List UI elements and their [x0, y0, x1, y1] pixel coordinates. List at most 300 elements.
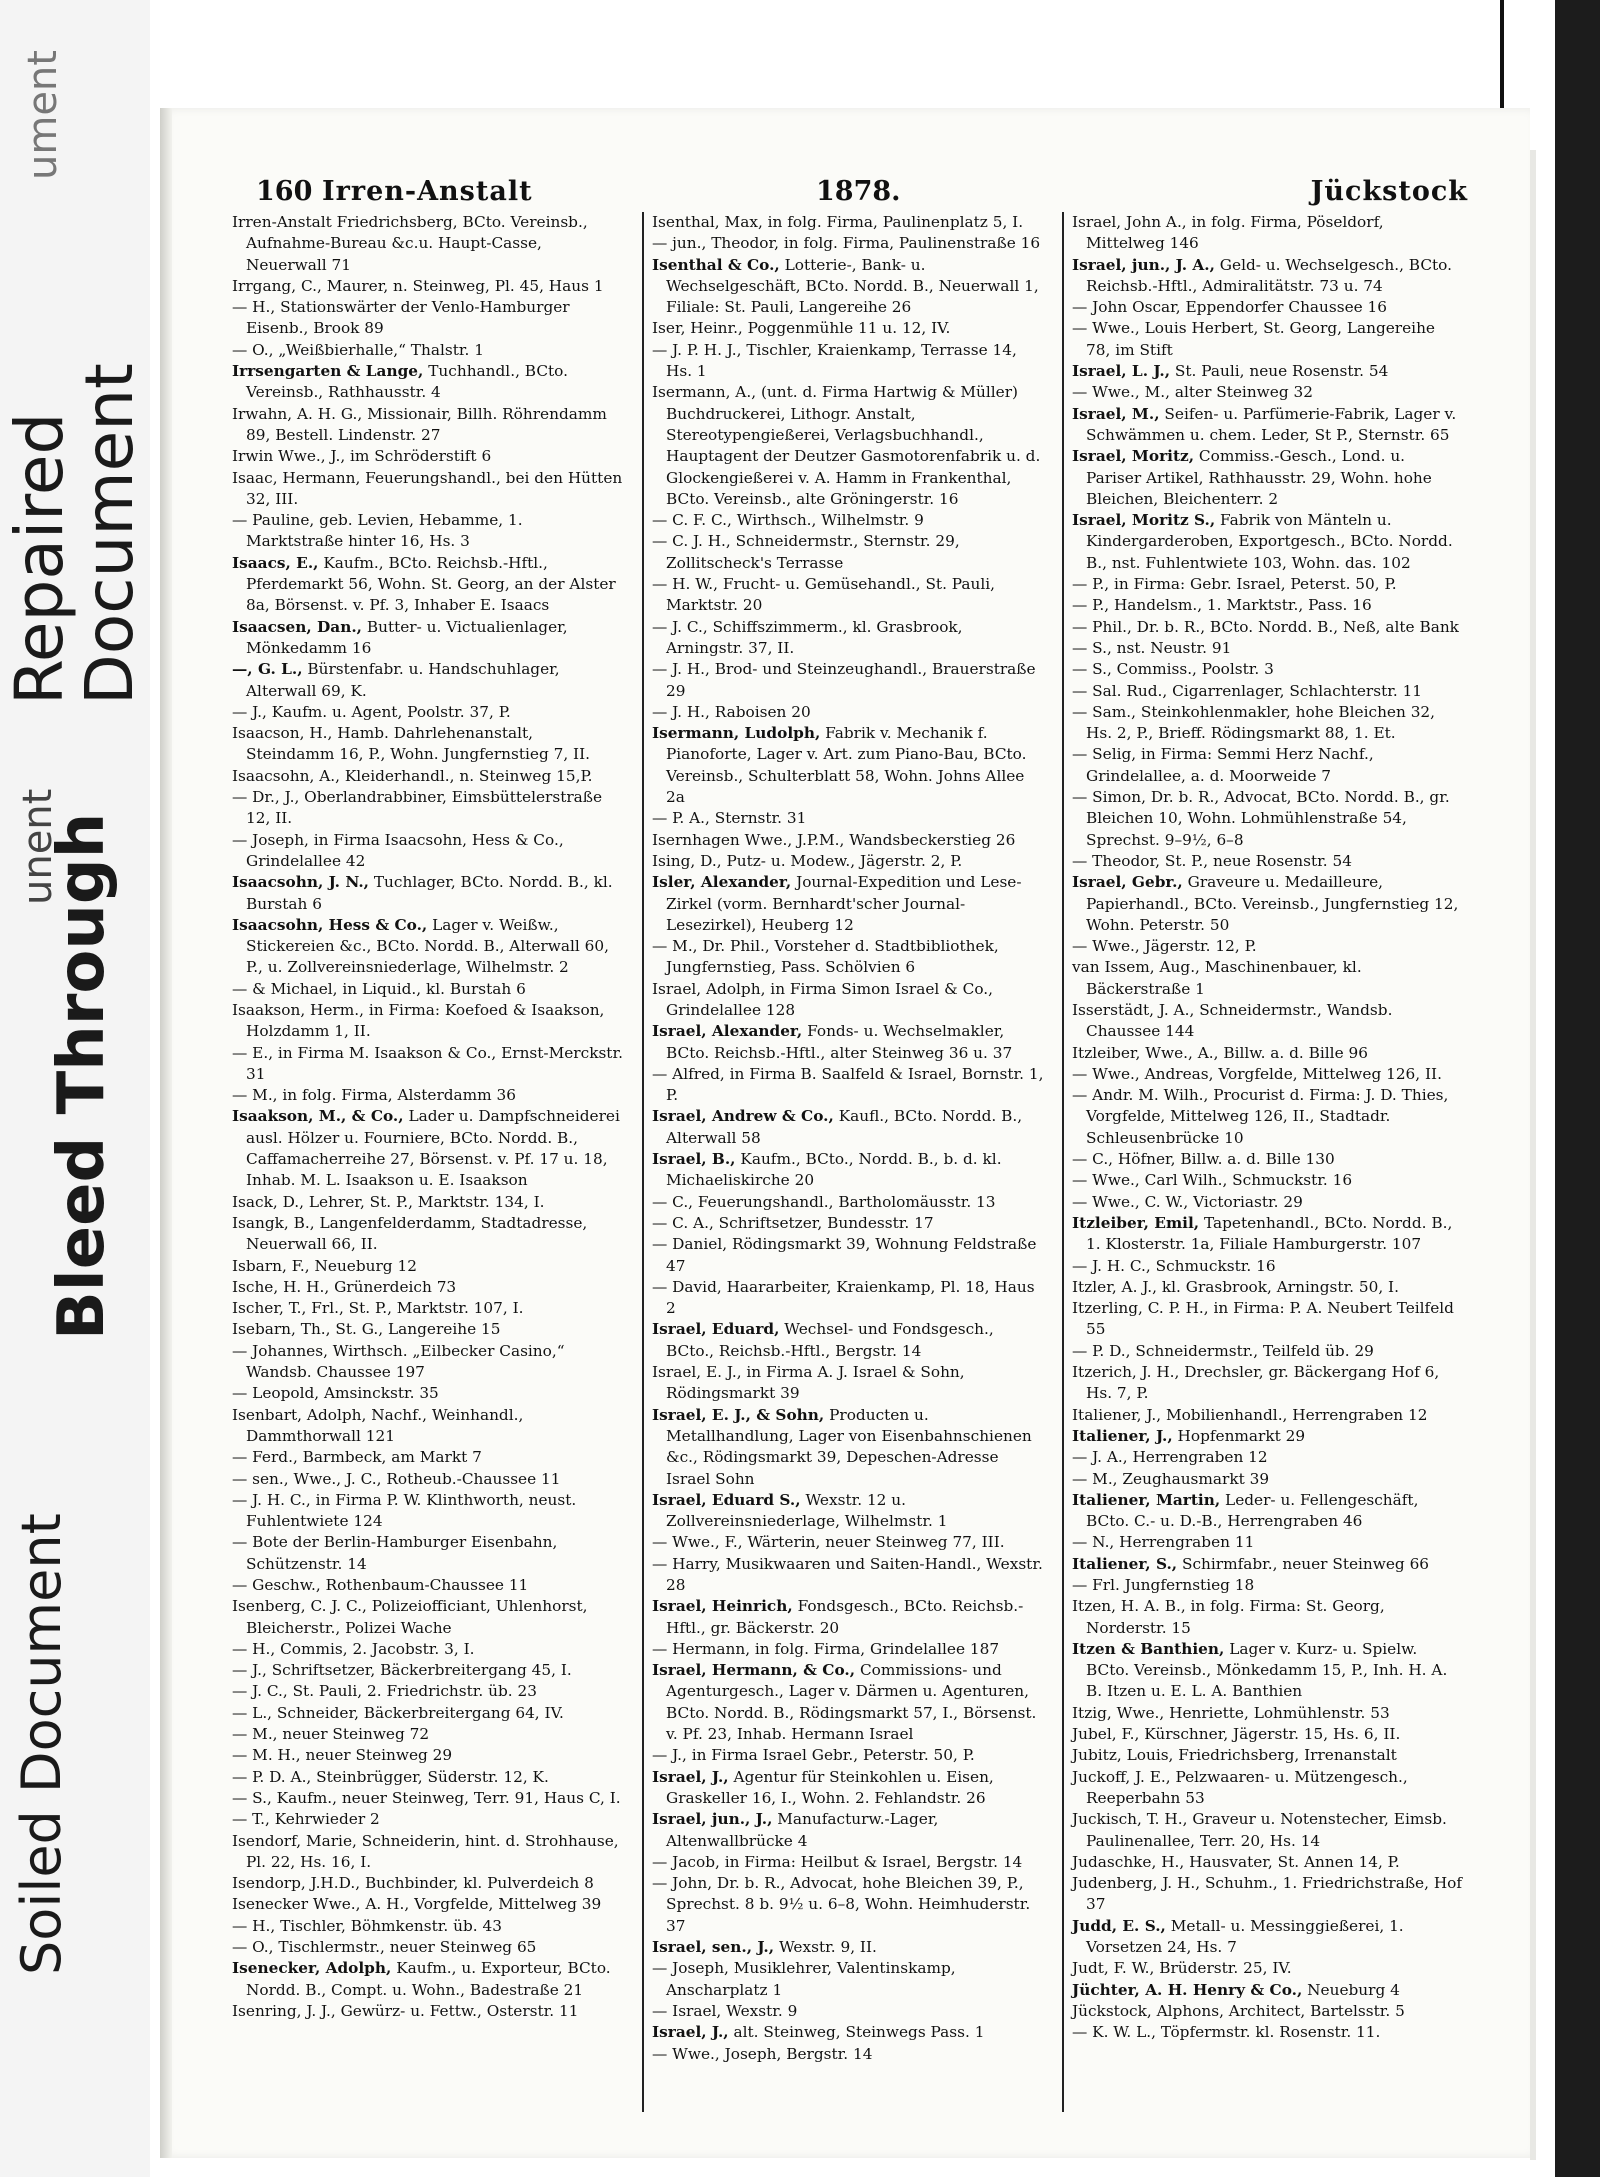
entry-text: Neueburg 4: [1307, 1980, 1400, 1999]
directory-entry: [1072, 1447, 1464, 1468]
entry-text: — Wwe., Jägerstr. 12, P.: [1072, 937, 1257, 956]
directory-entry: [232, 1213, 624, 1256]
entry-text: — jun., Theodor, in folg. Firma, Paulinenstraße 16: [652, 234, 1041, 253]
directory-entry: [232, 617, 624, 660]
directory-entry: [1072, 617, 1464, 638]
directory-entry: [1072, 382, 1464, 403]
entry-text: Ising, D., Putz- u. Modew., Jägerstr. 2, P.: [652, 851, 963, 870]
crop-line-right-inner: [1530, 150, 1536, 2160]
entry-text: — Wwe., C. W., Victoriastr. 29: [1072, 1192, 1303, 1211]
entry-text: — Pauline, geb. Levien, Hebamme, 1. Marktstraße hinter 16, Hs. 3: [232, 511, 523, 551]
entry-bold-name: Israel, M.,: [1072, 404, 1160, 423]
directory-entry: [232, 659, 624, 702]
entry-bold-name: Israel, Moritz,: [1072, 447, 1195, 466]
entry-text: Agentur für Steinkohlen u. Eisen, Graskeller 16, I., Wohn. 2. Fehlandstr. 26: [666, 1767, 994, 1807]
entry-text: Isaakson, Herm., in Firma: Koefoed & Isaakson, Holzdamm 1, II.: [232, 1000, 605, 1041]
entry-bold-name: Jüchter, A. H. Henry & Co.,: [1072, 1980, 1303, 1999]
directory-entry: [232, 1660, 624, 1681]
stamp-bleed-through: Bleed Through: [45, 812, 119, 1340]
directory-entry: [652, 1192, 1044, 1213]
directory-entry: [1072, 1596, 1464, 1639]
directory-column-3: [1072, 212, 1464, 2044]
entry-text: Judenberg, J. H., Schuhm., 1. Friedrichstraße, Hof 37: [1072, 1874, 1463, 1914]
directory-entry: [652, 1745, 1044, 1766]
entry-text: — T., Kehrwieder 2: [232, 1810, 380, 1829]
entry-text: — H., Stationswärter der Venlo-Hamburger Eisenb., Brook 89: [232, 298, 570, 338]
entry-text: — E., in Firma M. Isaakson & Co., Ernst-Merckstr. 31: [232, 1043, 623, 1083]
entry-bold-name: Israel, Alexander,: [652, 1022, 803, 1041]
directory-entry: [232, 1341, 624, 1384]
entry-text: alt. Steinweg, Steinwegs Pass. 1: [733, 2023, 985, 2042]
entry-text: Tapetenhandl., BCto. Nordd. B., 1. Klosterstr. 1a, Filiale Hamburgerstr. 107: [1086, 1213, 1453, 1254]
crop-line-top: [1500, 0, 1504, 110]
entry-text: St. Pauli, neue Rosenstr. 54: [1174, 362, 1389, 381]
entry-text: Lager v. Kurz- u. Spielw. BCto. Vereinsb., Mönkedamm 15, P., Inh. H. A. B. Itzen u. E. L. A. Banthien: [1086, 1639, 1448, 1701]
entry-text: — P., Handelsm., 1. Marktstr., Pass. 16: [1072, 596, 1372, 615]
entry-text: Wechsel- und Fondsgesch., BCto., Reichsb.-Hftl., Bergstr. 14: [666, 1320, 994, 1360]
entry-text: — Andr. M. Wilh., Procurist d. Firma: J. D. Thies, Vorgfelde, Mittelweg 126, II., Stadtadr. Schleusenbrücke 10: [1072, 1086, 1449, 1147]
entry-text: Irwin Wwe., J., im Schröderstift 6: [232, 447, 492, 466]
directory-entry: [1072, 1703, 1464, 1724]
directory-entry: [1072, 1639, 1464, 1703]
entry-text: — Wwe., Joseph, Bergstr. 14: [652, 2044, 873, 2063]
entry-text: Ischer, T., Frl., St. P., Marktstr. 107, I.: [232, 1299, 524, 1318]
directory-entry: [232, 1405, 624, 1448]
directory-entry: [652, 851, 1044, 872]
directory-entry: [652, 1064, 1044, 1107]
directory-entry: [232, 1958, 624, 2001]
entry-bold-name: Isenthal & Co.,: [652, 255, 780, 274]
stamp-soiled-document: Soiled Document: [10, 1513, 73, 1975]
entry-text: — Dr., J., Oberlandrabbiner, Eimsbüttelerstraße 12, II.: [232, 788, 603, 828]
entry-text: Isendorf, Marie, Schneiderin, hint. d. Strohhause, Pl. 22, Hs. 16, I.: [232, 1831, 619, 1871]
directory-entry: [232, 1532, 624, 1575]
directory-entry: [232, 830, 624, 873]
entry-text: Isenring, J. J., Gewürz- u. Fettw., Osterstr. 11: [232, 2001, 579, 2020]
directory-entry: [232, 404, 624, 447]
crop-line-right: [1555, 0, 1600, 2177]
header-year: 1878.: [816, 176, 901, 207]
directory-entry: [232, 979, 624, 1000]
entry-text: Fabrik v. Mechanik f. Pianoforte, Lager v. Art. zum Piano-Bau, BCto. Vereinsb., Schulterblatt 58, Wohn. Johns Allee 2a: [666, 724, 1027, 807]
directory-entry: [232, 1106, 624, 1191]
directory-entry: [232, 915, 624, 979]
directory-entry: [1072, 1064, 1464, 1085]
entry-text: Juckisch, T. H., Graveur u. Notenstecher, Eimsb. Paulinenallee, Terr. 20, Hs. 14: [1072, 1810, 1447, 1850]
entry-text: Judt, F. W., Brüderstr. 25, IV.: [1072, 1959, 1292, 1978]
directory-entry: [652, 659, 1044, 702]
directory-entry: [652, 1873, 1044, 1937]
entry-bold-name: Israel, J.,: [652, 2023, 729, 2042]
directory-entry: [1072, 595, 1464, 616]
directory-entry: [1072, 659, 1464, 680]
entry-text: — Johannes, Wirthsch. „Eilbecker Casino,“ Wandsb. Chaussee 197: [232, 1341, 565, 1382]
directory-entry: [1072, 1575, 1464, 1596]
directory-entry: [1072, 1000, 1464, 1043]
entry-text: Iser, Heinr., Poggenmühle 11 u. 12, IV.: [652, 319, 951, 338]
directory-entry: [232, 1788, 624, 1809]
directory-entry: [1072, 1490, 1464, 1533]
directory-entry: [232, 1681, 624, 1702]
directory-entry: [1072, 1532, 1464, 1553]
entry-text: — Wwe., Louis Herbert, St. Georg, Langereihe 78, im Stift: [1072, 319, 1435, 359]
directory-entry: [232, 1575, 624, 1596]
directory-entry: [1072, 1192, 1464, 1213]
directory-entry: [1072, 744, 1464, 787]
entry-text: — David, Haararbeiter, Kraienkamp, Pl. 18, Haus 2: [652, 1277, 1035, 1318]
entry-text: — S., Kaufm., neuer Steinweg, Terr. 91, Haus C, I.: [232, 1788, 621, 1807]
entry-text: — John, Dr. b. R., Advocat, hohe Bleichen 39, P., Sprechst. 8 b. 9½ u. 6–8, Wohn. Heimhuderstr. 37: [652, 1874, 1031, 1935]
directory-entry: [652, 979, 1044, 1022]
entry-text: — J. H. C., Schmuckstr. 16: [1072, 1256, 1276, 1275]
directory-entry: [652, 1106, 1044, 1149]
directory-entry: [652, 1319, 1044, 1362]
entry-text: — J., Schriftsetzer, Bäckerbreitergang 45, I.: [232, 1661, 572, 1680]
directory-entry: [232, 1383, 624, 1404]
directory-entry: [232, 1277, 624, 1298]
entry-text: — Phil., Dr. b. R., BCto. Nordd. B., Neß, alte Bank: [1072, 617, 1459, 636]
entry-text: — J. H., Brod- und Steinzeughandl., Brauerstraße 29: [652, 660, 1036, 700]
directory-entry: [652, 2044, 1044, 2065]
entry-text: — J., Kaufm. u. Agent, Poolstr. 37, P.: [232, 702, 511, 721]
stamp-repaired-line2: Document: [71, 363, 148, 705]
directory-entry: [652, 1405, 1044, 1490]
directory-entry: [232, 553, 624, 617]
directory-entry: [232, 1809, 624, 1830]
entry-bold-name: Isermann, Ludolph,: [652, 724, 821, 743]
entry-text: Isendorp, J.H.D., Buchbinder, kl. Pulverdeich 8: [232, 1874, 594, 1893]
directory-entry: [1072, 1277, 1464, 1298]
directory-entry: [232, 340, 624, 361]
entry-text: — C. A., Schriftsetzer, Bundesstr. 17: [652, 1213, 934, 1232]
entry-bold-name: Judd, E. S.,: [1072, 1916, 1166, 1935]
entry-bold-name: Israel, E. J., & Sohn,: [652, 1405, 825, 1424]
entry-text: — Wwe., F., Wärterin, neuer Steinweg 77, III.: [652, 1533, 1005, 1552]
directory-entry: [232, 1000, 624, 1043]
directory-column-1: [232, 212, 624, 2022]
directory-entry: [232, 1916, 624, 1937]
entry-text: — Selig, in Firma: Semmi Herz Nachf., Grindelallee, a. d. Moorweide 7: [1072, 745, 1374, 785]
directory-entry: [652, 1639, 1044, 1660]
directory-entry: [232, 1447, 624, 1468]
directory-entry: [1072, 872, 1464, 936]
entry-text: — J. C., Schiffszimmerm., kl. Grasbrook, Arningstr. 37, II.: [652, 617, 963, 657]
entry-text: Lotterie-, Bank- u. Wechselgeschäft, BCto. Nordd. B., Neuerwall 1, Filiale: St. Pauli, Langereihe 26: [666, 255, 1039, 317]
entry-text: Lager v. Weißw., Stickereien &c., BCto. Nordd. B., Alterwall 60, P., u. Zollvereinsniederlage, Wilhelmstr. 2: [246, 915, 609, 977]
entry-text: Israel, John A., in folg. Firma, Pöseldorf, Mittelweg 146: [1072, 213, 1384, 253]
directory-entry: [232, 1490, 624, 1533]
stamp-partial-mid: unent: [15, 788, 61, 905]
directory-entry: [1072, 1170, 1464, 1191]
directory-entry: [1072, 404, 1464, 447]
entry-text: — N., Herrengraben 11: [1072, 1533, 1255, 1552]
page-binding-edge: [160, 108, 172, 2158]
directory-entry: [232, 1469, 624, 1490]
column-rule: [1062, 212, 1064, 2112]
directory-entry: [652, 1532, 1044, 1553]
entry-text: — M., neuer Steinweg 72: [232, 1725, 430, 1744]
entry-text: — Wwe., Carl Wilh., Schmuckstr. 16: [1072, 1171, 1353, 1190]
directory-entry: [652, 1958, 1044, 2001]
entry-text: Itzerling, C. P. H., in Firma: P. A. Neubert Teilfeld 55: [1072, 1299, 1454, 1339]
entry-bold-name: Isaacs, E.,: [232, 553, 319, 572]
directory-entry: [652, 233, 1044, 254]
directory-entry: [652, 531, 1044, 574]
entry-text: — H., Tischler, Böhmkenstr. üb. 43: [232, 1916, 502, 1935]
entry-text: — P. A., Sternstr. 31: [652, 809, 807, 828]
entry-text: Fondsgesch., BCto. Reichsb.-Hftl., gr. Bäckerstr. 20: [666, 1597, 1024, 1637]
entry-text: — Leopold, Amsinckstr. 35: [232, 1384, 439, 1403]
entry-text: Kaufm., u. Exporteur, BCto. Nordd. B., Compt. u. Wohn., Badestraße 21: [246, 1959, 611, 1999]
entry-text: Isserstädt, J. A., Schneidermstr., Wandsb. Chaussee 144: [1072, 1000, 1393, 1041]
entry-bold-name: Israel, Gebr.,: [1072, 873, 1183, 892]
entry-text: Isaac, Hermann, Feuerungshandl., bei den Hütten 32, III.: [232, 468, 623, 508]
entry-bold-name: Israel, Eduard,: [652, 1320, 780, 1339]
directory-entry: [652, 1213, 1044, 1234]
entry-bold-name: Israel, B.,: [652, 1150, 736, 1169]
entry-text: — C., Feuerungshandl., Bartholomäusstr. 13: [652, 1192, 996, 1211]
directory-entry: [232, 1894, 624, 1915]
directory-entry: [1072, 1745, 1464, 1766]
entry-text: Juckoff, J. E., Pelzwaaren- u. Mützengesch., Reeperbahn 53: [1072, 1767, 1408, 1807]
directory-entry: [1072, 1873, 1464, 1916]
directory-entry: [652, 340, 1044, 383]
entry-bold-name: Isaacsohn, Hess & Co.,: [232, 915, 428, 934]
directory-entry: [232, 1192, 624, 1213]
directory-entry: [652, 936, 1044, 979]
entry-bold-name: Israel, Eduard S.,: [652, 1490, 801, 1509]
entry-text: Graveure u. Medailleure, Papierhandl., BCto. Vereinsb., Jungfernstieg 12, Wohn. Peterstr. 50: [1086, 873, 1459, 934]
directory-entry: [1072, 957, 1464, 1000]
directory-entry: [232, 787, 624, 830]
entry-text: — S., nst. Neustr. 91: [1072, 638, 1232, 657]
directory-entry: [652, 830, 1044, 851]
entry-text: Fonds- u. Wechselmakler, BCto. Reichsb.-Hftl., alter Steinweg 36 u. 37: [666, 1022, 1013, 1062]
directory-entry: [652, 1554, 1044, 1597]
entry-text: — Wwe., M., alter Steinweg 32: [1072, 383, 1313, 402]
directory-entry: [232, 702, 624, 723]
entry-text: — M., Zeughausmarkt 39: [1072, 1469, 1270, 1488]
entry-text: — P. D., Schneidermstr., Teilfeld üb. 29: [1072, 1341, 1374, 1360]
directory-entry: [232, 1596, 624, 1639]
directory-entry: [232, 1831, 624, 1874]
entry-text: — sen., Wwe., J. C., Rotheub.-Chaussee 11: [232, 1469, 561, 1488]
entry-text: Commiss.-Gesch., Lond. u. Pariser Artikel, Rathhausstr. 29, Wohn. hohe Bleichen, Bleichenterr. 2: [1086, 447, 1432, 508]
entry-text: — O., Tischlermstr., neuer Steinweg 65: [232, 1938, 537, 1957]
directory-entry: [1072, 787, 1464, 851]
entry-text: Isenthal, Max, in folg. Firma, Paulinenplatz 5, I.: [652, 213, 1024, 231]
entry-text: — C. F. C., Wirthsch., Wilhelmstr. 9: [652, 511, 924, 530]
entry-text: — Ferd., Barmbeck, am Markt 7: [232, 1448, 482, 1467]
entry-bold-name: Italiener, J.,: [1072, 1426, 1173, 1445]
directory-entry: [1072, 212, 1464, 255]
directory-entry: [232, 1085, 624, 1106]
directory-entry: [652, 382, 1044, 510]
entry-text: Isenecker Wwe., A. H., Vorgfelde, Mittelweg 39: [232, 1895, 602, 1914]
entry-text: van Issem, Aug., Maschinenbauer, kl. Bäckerstraße 1: [1072, 958, 1362, 998]
entry-text: — Bote der Berlin-Hamburger Eisenbahn, Schützenstr. 14: [232, 1533, 558, 1573]
directory-entry: [1072, 297, 1464, 318]
directory-entry: [1072, 2001, 1464, 2022]
directory-entry: [232, 212, 624, 276]
directory-entry: [1072, 1469, 1464, 1490]
entry-text: Isernhagen Wwe., J.P.M., Wandsbeckerstieg 26: [652, 830, 1016, 849]
entry-text: Jubel, F., Kürschner, Jägerstr. 15, Hs. 6, II.: [1072, 1725, 1401, 1744]
page-header: [256, 176, 1468, 216]
directory-entry: [652, 1149, 1044, 1192]
entry-text: Itzler, A. J., kl. Grasbrook, Arningstr. 50, I.: [1072, 1277, 1399, 1296]
directory-entry: [232, 872, 624, 915]
directory-entry: [1072, 1767, 1464, 1810]
directory-entry: [652, 723, 1044, 808]
directory-entry: [652, 702, 1044, 723]
directory-entry: [652, 1809, 1044, 1852]
directory-entry: [1072, 936, 1464, 957]
directory-entry: [1072, 1256, 1464, 1277]
entry-text: Geld- u. Wechselgesch., BCto. Reichsb.-Hftl., Admiralitätstr. 73 u. 74: [1086, 255, 1452, 295]
scan-label-strip: [0, 0, 150, 2177]
directory-entry: [652, 510, 1044, 531]
directory-entry: [1072, 1852, 1464, 1873]
entry-text: — Joseph, in Firma Isaacsohn, Hess & Co., Grindelallee 42: [232, 830, 564, 870]
directory-entry: [652, 872, 1044, 936]
entry-bold-name: Israel, Heinrich,: [652, 1597, 793, 1616]
entry-bold-name: Italiener, S.,: [1072, 1554, 1178, 1573]
directory-entry: [232, 1767, 624, 1788]
entry-text: Commissions- und Agenturgesch., Lager v. Därmen u. Agenturen, BCto. Nordd. B., Rödingsmarkt 57, I., Börsenst. v. Pf. 23, Inhab. Hermann Israel: [666, 1661, 1037, 1744]
entry-text: — O., „Weißbierhalle,“ Thalstr. 1: [232, 340, 484, 359]
entry-text: — Simon, Dr. b. R., Advocat, BCto. Nordd. B., gr. Bleichen 10, Wohn. Lohmühlenstraße 54, Sprechst. 9–9½, 6–8: [1072, 788, 1450, 849]
directory-entry: [232, 1298, 624, 1319]
entry-text: Kaufm., BCto. Reichsb.-Hftl., Pferdemarkt 56, Wohn. St. Georg, an der Alster 8a, Börsenst. v. Pf. 3, Inhaber E. Isaacs: [246, 553, 616, 615]
directory-entry: [1072, 1980, 1464, 2001]
directory-entry: [1072, 1149, 1464, 1170]
entry-text: Seifen- u. Parfümerie-Fabrik, Lager v. Schwämmen u. chem. Leder, St P., Sternstr. 65: [1086, 404, 1457, 444]
entry-text: — Jacob, in Firma: Heilbut & Israel, Bergstr. 14: [652, 1852, 1023, 1871]
stamp-repaired-document: [1, 363, 148, 705]
header-right-catchword: Jückstock: [1310, 176, 1468, 207]
entry-text: — & Michael, in Liquid., kl. Burstah 6: [232, 979, 526, 998]
entry-bold-name: Israel, Andrew & Co.,: [652, 1107, 834, 1126]
entry-text: Wexstr. 12 u. Zollvereinsniederlage, Wilhelmstr. 1: [666, 1490, 948, 1531]
entry-text: — M., in folg. Firma, Alsterdamm 36: [232, 1086, 517, 1105]
entry-text: — Joseph, Musiklehrer, Valentinskamp, Anscharplatz 1: [652, 1959, 956, 1999]
directory-entry: [1072, 1341, 1464, 1362]
directory-entry: [1072, 1958, 1464, 1979]
directory-entry: [1072, 510, 1464, 574]
entry-text: Isack, D., Lehrer, St. P., Marktstr. 134, I.: [232, 1192, 545, 1211]
entry-text: — J. C., St. Pauli, 2. Friedrichstr. üb. 23: [232, 1682, 537, 1701]
directory-entry: [1072, 1554, 1464, 1575]
entry-text: Isaacson, H., Hamb. Dahrlehenanstalt, Steindamm 16, P., Wohn. Jungfernstieg 7, II.: [232, 724, 591, 764]
entry-text: Manufacturw.-Lager, Altenwallbrücke 4: [666, 1810, 939, 1850]
entry-text: Butter- u. Victualienlager, Mönkedamm 16: [246, 617, 568, 657]
entry-bold-name: Isaacsohn, J. N.,: [232, 873, 369, 892]
directory-entry: [652, 617, 1044, 660]
entry-text: Hopfenmarkt 29: [1177, 1426, 1306, 1445]
entry-text: — C. J. H., Schneidermstr., Sternstr. 29, Zollitscheck's Terrasse: [652, 532, 960, 572]
directory-entry: [1072, 1043, 1464, 1064]
directory-entry: [232, 510, 624, 553]
directory-entry: [232, 1873, 624, 1894]
entry-text: Jückstock, Alphons, Architect, Bartelsstr. 5: [1072, 2001, 1405, 2020]
entry-text: Irren-Anstalt Friedrichsberg, BCto. Vereinsb., Aufnahme-Bureau &c.u. Haupt-Casse, Neuerwall 71: [232, 213, 588, 274]
directory-entry: [652, 1660, 1044, 1745]
directory-entry: [1072, 318, 1464, 361]
entry-bold-name: Italiener, Martin,: [1072, 1490, 1221, 1509]
directory-entry: [1072, 446, 1464, 510]
entry-bold-name: Isaakson, M., & Co.,: [232, 1107, 404, 1126]
entry-bold-name: Isaacsen, Dan.,: [232, 617, 362, 636]
entry-text: — Theodor, St. P., neue Rosenstr. 54: [1072, 851, 1352, 870]
directory-entry: [652, 1937, 1044, 1958]
entry-bold-name: Israel, sen., J.,: [652, 1938, 775, 1957]
entry-bold-name: Itzen & Banthien,: [1072, 1639, 1225, 1658]
entry-text: — Israel, Wexstr. 9: [652, 2001, 798, 2020]
directory-entry: [652, 1362, 1044, 1405]
directory-entry: [652, 1596, 1044, 1639]
directory-entry: [652, 1277, 1044, 1320]
entry-bold-name: Isler, Alexander,: [652, 873, 792, 892]
entry-bold-name: Isenecker, Adolph,: [232, 1959, 392, 1978]
entry-text: Isaacsohn, A., Kleiderhandl., n. Steinweg 15,P.: [232, 766, 593, 785]
entry-text: Fabrik von Mänteln u. Kindergarderoben, Exportgesch., BCto. Nordd. B., nst. Fuhlentwiete 103, Wohn. das. 102: [1086, 511, 1453, 572]
entry-text: Itzleiber, Wwe., A., Billw. a. d. Bille 96: [1072, 1043, 1368, 1062]
entry-text: — Alfred, in Firma B. Saalfeld & Israel, Bornstr. 1, P.: [652, 1064, 1044, 1105]
directory-entry: [1072, 702, 1464, 745]
directory-entry: [232, 446, 624, 467]
directory-entry: [232, 1256, 624, 1277]
entry-text: Judaschke, H., Hausvater, St. Annen 14, P.: [1072, 1852, 1400, 1871]
entry-text: Tuchlager, BCto. Nordd. B., kl. Burstah 6: [246, 873, 613, 913]
entry-text: Kaufm., BCto., Nordd. B., b. d. kl. Michaeliskirche 20: [666, 1150, 1002, 1190]
entry-text: — Frl. Jungfernstieg 18: [1072, 1576, 1255, 1594]
entry-text: Schirmfabr., neuer Steinweg 66: [1181, 1554, 1430, 1573]
entry-text: Italiener, J., Mobilienhandl., Herrengraben 12: [1072, 1405, 1428, 1424]
entry-text: Metall- u. Messinggießerei, 1. Vorsetzen 24, Hs. 7: [1086, 1916, 1404, 1957]
directory-entry: [232, 468, 624, 511]
entry-text: — Sam., Steinkohlenmakler, hohe Bleichen 32, Hs. 2, P., Brieff. Rödingsmarkt 88, 1. Et.: [1072, 702, 1436, 743]
entry-bold-name: Israel, Moritz S.,: [1072, 511, 1216, 530]
directory-entry: [652, 318, 1044, 339]
entry-text: — Geschw., Rothenbaum-Chaussee 11: [232, 1576, 529, 1594]
entry-text: — C., Höfner, Billw. a. d. Bille 130: [1072, 1150, 1335, 1169]
directory-entry: [232, 1745, 624, 1766]
directory-entry: [232, 723, 624, 766]
directory-entry: [652, 1767, 1044, 1810]
entry-text: — J. P. H. J., Tischler, Kraienkamp, Terrasse 14, Hs. 1: [652, 340, 1017, 381]
entry-text: Lader u. Dampfschneiderei ausl. Hölzer u. Fourniere, BCto. Nordd. B., Caffamacherreihe 27, Börsenst. v. Pf. 17 u. 18, Inhab. M. L. Isaakson u. E. Isaakson: [246, 1107, 620, 1190]
entry-text: — L., Schneider, Bäckerbreitergang 64, IV.: [232, 1703, 564, 1722]
entry-text: Israel, E. J., in Firma A. J. Israel & Sohn, Rödingsmarkt 39: [652, 1363, 965, 1403]
directory-entry: [232, 2001, 624, 2022]
directory-entry: [652, 2001, 1044, 2022]
directory-entry: [1072, 1426, 1464, 1447]
entry-text: Producten u. Metallhandlung, Lager von Eisenbahnschienen &c., Rödingsmarkt 39, Depeschen-Adresse Israel Sohn: [666, 1405, 1032, 1488]
directory-entry: [652, 1021, 1044, 1064]
directory-entry: [232, 1703, 624, 1724]
entry-text: Ische, H. H., Grünerdeich 73: [232, 1277, 457, 1296]
entry-text: — K. W. L., Töpfermstr. kl. Rosenstr. 11.: [1072, 2023, 1381, 2042]
directory-entry: [1072, 1085, 1464, 1149]
entry-text: — P., in Firma: Gebr. Israel, Peterst. 50, P.: [1072, 575, 1397, 594]
entry-text: Irrgang, C., Maurer, n. Steinweg, Pl. 45, Haus 1: [232, 276, 604, 295]
column-rule: [642, 212, 644, 2112]
directory-entry: [232, 1639, 624, 1660]
entry-text: Itzerich, J. H., Drechsler, gr. Bäckergang Hof 6, Hs. 7, P.: [1072, 1363, 1440, 1403]
entry-text: Israel, Adolph, in Firma Simon Israel & Co., Grindelallee 128: [652, 979, 993, 1019]
entry-text: Isangk, B., Langenfelderdamm, Stadtadresse, Neuerwall 66, II.: [232, 1213, 588, 1254]
